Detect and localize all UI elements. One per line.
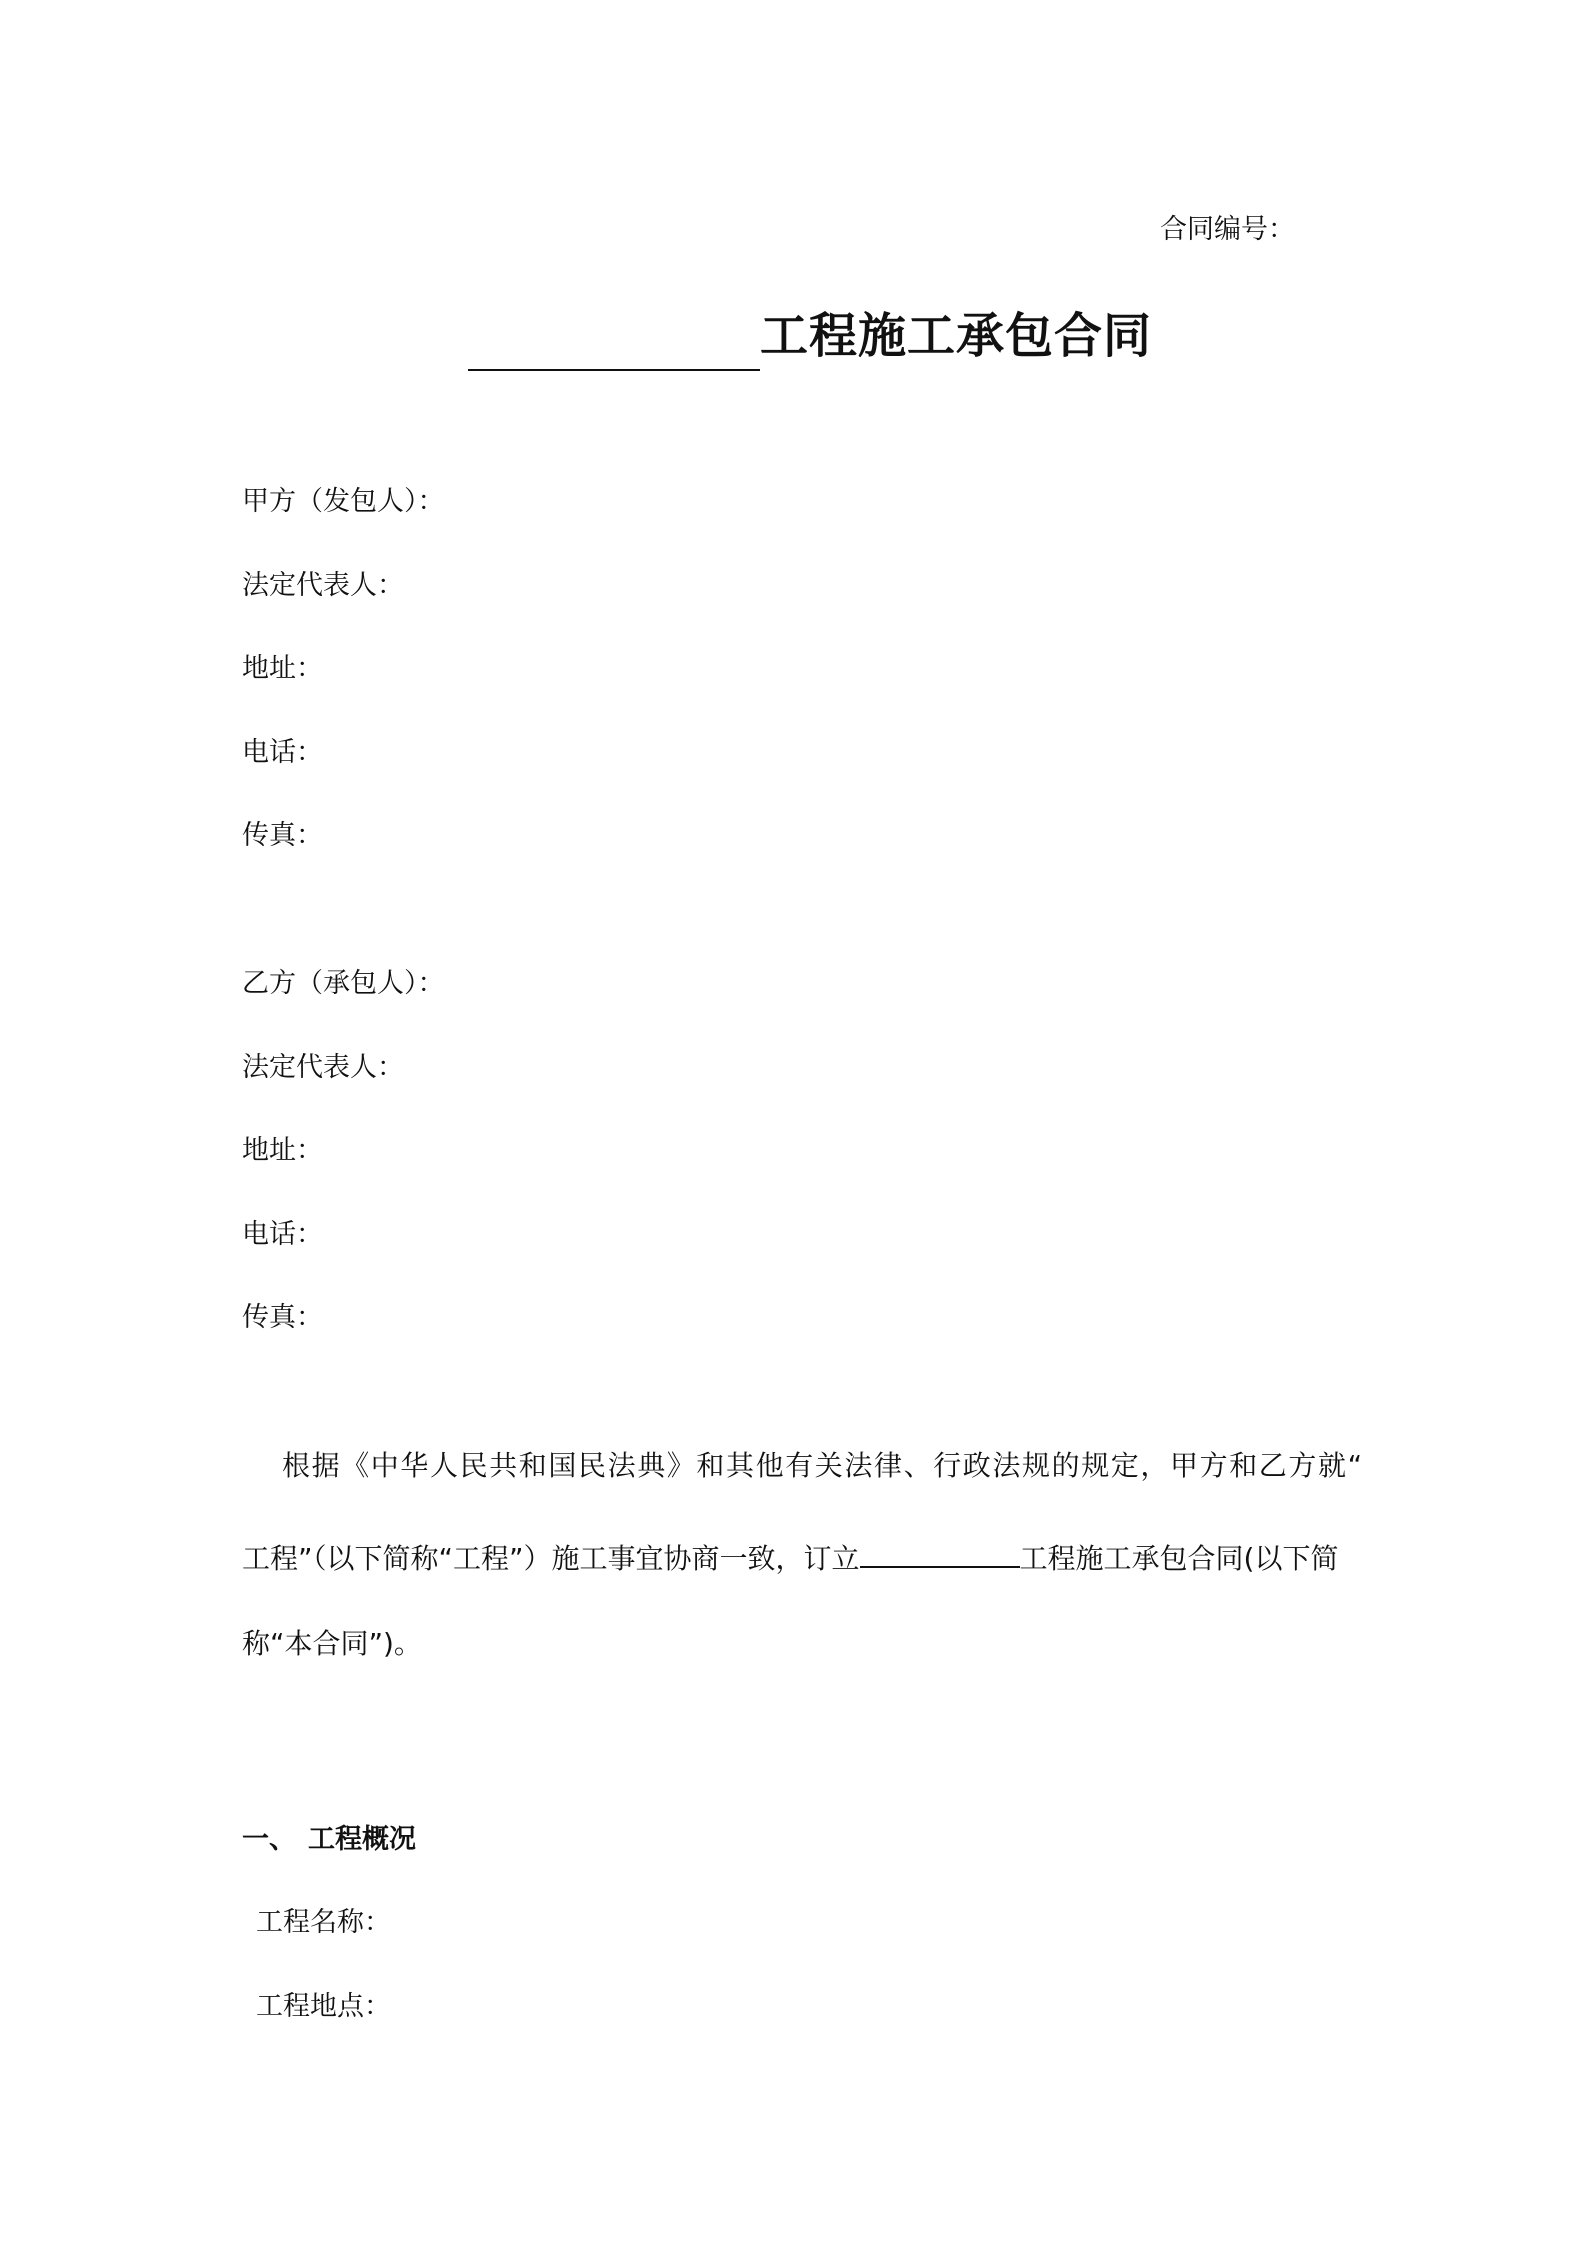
title-blank-line — [468, 299, 760, 371]
intro-line-2-part-b: 工程施工承包合同(以下简 — [1019, 1542, 1339, 1575]
intro-line-3: 称“本合同”)。 — [242, 1627, 422, 1660]
intro-line-1: 根据《中华人民共和国民法典》和其他有关法律、行政法规的规定，甲方和乙方就“ — [282, 1449, 1364, 1482]
party-a-heading: 甲方（发包人）： — [242, 486, 445, 517]
project-location-label: 工程地点： — [256, 1991, 391, 2022]
title-row — [468, 295, 1152, 371]
intro-blank-line — [860, 1536, 1020, 1568]
party-a-address: 地址： — [242, 653, 323, 684]
document-title: 工程施工承包合同 — [760, 308, 1153, 364]
party-b-fax: 传真： — [242, 1302, 323, 1333]
party-b-heading: 乙方（承包人）： — [242, 968, 445, 999]
section-1-number: 一、 — [242, 1824, 296, 1855]
intro-line-2-part-a: 工程”（以下简称“工程”）施工事宜协商一致，订立 — [242, 1542, 860, 1575]
party-b-address: 地址： — [242, 1135, 323, 1166]
section-1-heading — [242, 1820, 416, 1860]
party-b-phone: 电话： — [242, 1219, 323, 1250]
party-a-representative: 法定代表人： — [242, 570, 404, 601]
section-1-title: 工程概况 — [308, 1824, 416, 1855]
contract-number-label: 合同编号： — [1160, 214, 1295, 245]
party-a-fax: 传真： — [242, 820, 323, 851]
party-a-phone: 电话： — [242, 737, 323, 768]
party-b-representative: 法定代表人： — [242, 1052, 404, 1083]
intro-line-2 — [242, 1536, 1338, 1579]
project-name-label: 工程名称： — [256, 1907, 391, 1938]
